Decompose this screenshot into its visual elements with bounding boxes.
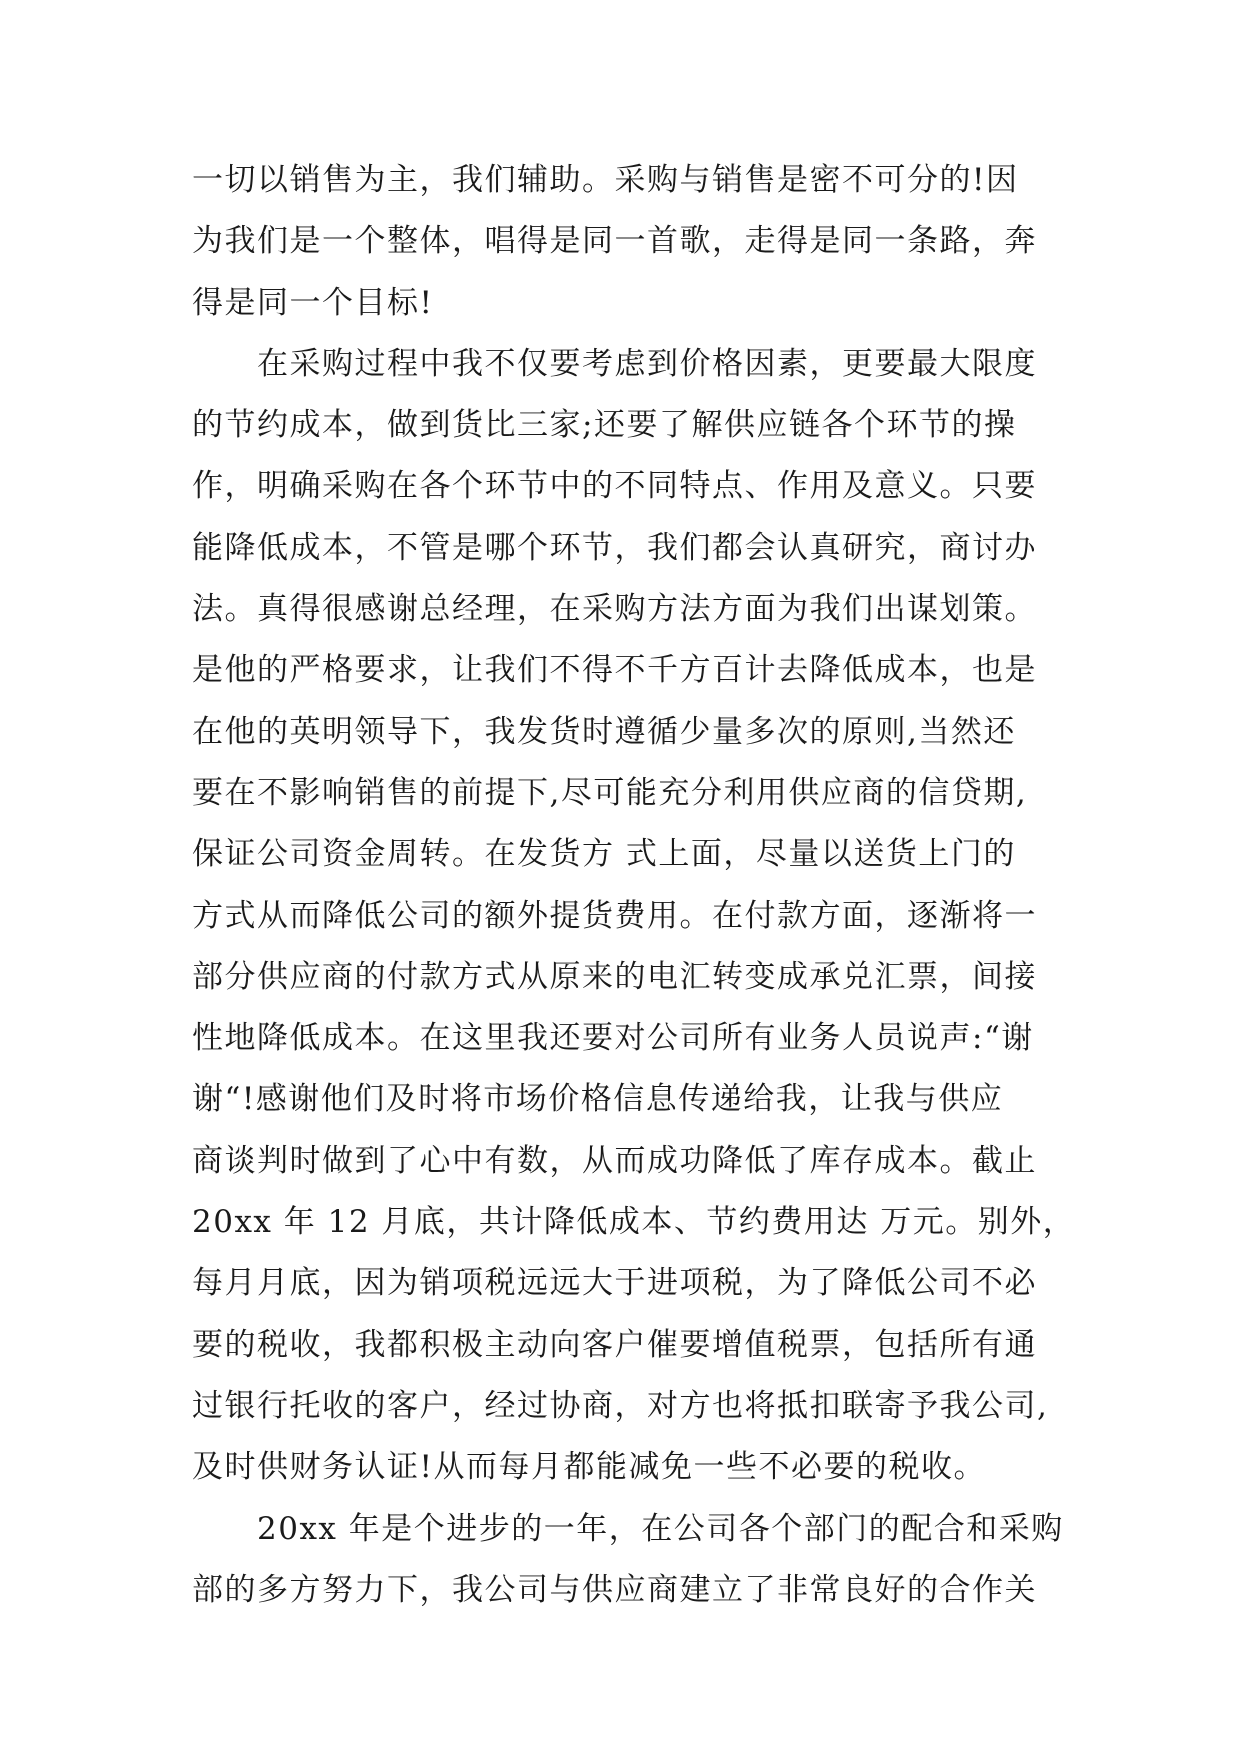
text-line: 是他的严格要求，让我们不得不千方百计去降低成本，也是 — [192, 652, 1037, 689]
text-line: 保证公司资金周转。在发货方 式上面，尽量以送货上门的 — [192, 836, 1016, 873]
text-line: 法。真得很感谢总经理，在采购方法方面为我们出谋划策。 — [192, 591, 1037, 628]
text-line: 得是同一个目标! — [192, 284, 434, 321]
text-line: 谢“!感谢他们及时将市场价格信息传递给我，让我与供应 — [192, 1081, 1004, 1118]
text-line: 部分供应商的付款方式从原来的电汇转变成承兑汇票，间接 — [192, 958, 1037, 995]
text-line: 的节约成本，做到货比三家;还要了解供应链各个环节的操 — [192, 407, 1017, 444]
text-line: 一切以销售为主，我们辅助。采购与销售是密不可分的!因 — [192, 162, 1019, 198]
text-line: 能降低成本，不管是哪个环节，我们都会认真研究，商讨办 — [192, 529, 1037, 566]
text-line: 在采购过程中我不仅要考虑到价格因素，更要最大限度 — [192, 345, 1037, 382]
text-line: 为我们是一个整体，唱得是同一首歌，走得是同一条路，奔 — [192, 223, 1037, 260]
text-line: 在他的英明领导下，我发货时遵循少量多次的原则,当然还 — [192, 713, 1016, 750]
text-line: 每月月底，因为销项税远远大于进项税，为了降低公司不必 — [192, 1265, 1037, 1302]
text-line: 20xx 年是个进步的一年，在公司各个部门的配合和采购 — [192, 1510, 1064, 1547]
text-line: 要的税收，我都积极主动向客户催要增值税票，包括所有通 — [192, 1326, 1037, 1363]
text-line: 作，明确采购在各个环节中的不同特点、作用及意义。只要 — [192, 468, 1037, 505]
text-line: 商谈判时做到了心中有数，从而成功降低了库存成本。截止 — [192, 1142, 1037, 1179]
text-line: 及时供财务认证!从而每月都能减免一些不必要的税收。 — [192, 1449, 986, 1486]
text-line: 方式从而降低公司的额外提货费用。在付款方面，逐渐将一 — [192, 897, 1037, 934]
text-line: 20xx 年 12 月底，共计降低成本、节约费用达 万元。别外， — [192, 1204, 1076, 1241]
text-line: 性地降低成本。在这里我还要对公司所有业务人员说声:“谢 — [192, 1020, 1034, 1057]
text-line: 部的多方努力下，我公司与供应商建立了非常良好的合作关 — [192, 1571, 1037, 1608]
body-text — [192, 150, 1076, 1621]
text-line: 过银行托收的客户，经过协商，对方也将抵扣联寄予我公司, — [192, 1387, 1049, 1424]
text-line: 要在不影响销售的前提下,尽可能充分利用供应商的信贷期, — [192, 774, 1028, 811]
